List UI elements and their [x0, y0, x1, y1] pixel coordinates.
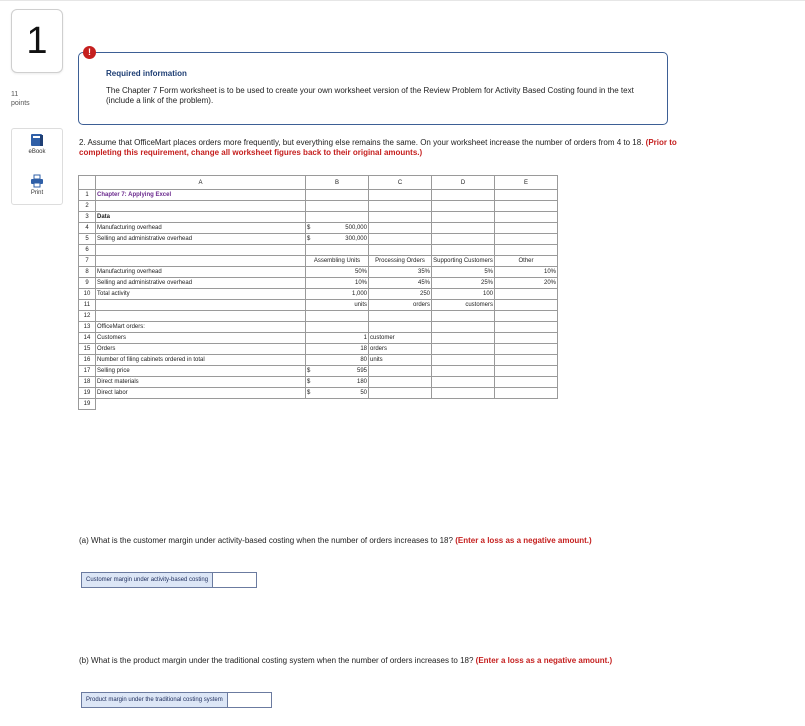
row-number: 13	[79, 322, 96, 333]
cell-c: 250	[369, 289, 432, 300]
cell-a: Direct labor	[96, 388, 306, 399]
cell-d: customers	[432, 300, 495, 311]
cell-c: units	[369, 355, 432, 366]
row-number: 6	[79, 245, 96, 256]
cell-c: 45%	[369, 278, 432, 289]
sheet-row	[79, 212, 558, 223]
currency-sign: $	[307, 225, 311, 231]
column-header: D	[432, 176, 495, 190]
cell-a: Manufacturing overhead	[96, 223, 306, 234]
part-a-answer-label: Customer margin under activity-based costing	[82, 573, 212, 587]
row-number: 2	[79, 201, 96, 212]
row-number: 8	[79, 267, 96, 278]
part-a-answer-row	[81, 572, 257, 588]
row-number: 1	[79, 190, 96, 201]
tools-panel	[11, 128, 63, 205]
cell-a: Direct materials	[96, 377, 306, 388]
question-emphasis: (Prior to completing this requirement, change all worksheet figures back to their original amounts.)	[79, 138, 677, 157]
cell-b: 18	[306, 344, 369, 355]
question-number-box	[11, 9, 63, 73]
points-info	[11, 90, 30, 108]
cell-b	[306, 388, 369, 399]
sheet-row	[79, 201, 558, 212]
cell-b: units	[306, 300, 369, 311]
row-number: 15	[79, 344, 96, 355]
corner-cell	[79, 176, 96, 190]
column-header: B	[306, 176, 369, 190]
cell-a: Selling price	[96, 366, 306, 377]
required-info-text: The Chapter 7 Form worksheet is to be used to create your own worksheet version of the Review Problem for Activity Based Costing found in the text (include a link of the problem).	[106, 86, 634, 105]
column-header: A	[96, 176, 306, 190]
cell-b: 80	[306, 355, 369, 366]
row-number: 10	[79, 289, 96, 300]
cell-b: 1,000	[306, 289, 369, 300]
part-a-text: (a) What is the customer margin under activity-based costing when the number of orders increases to 18?	[79, 536, 453, 545]
sheet-row	[79, 245, 558, 256]
points-label: points	[11, 100, 30, 107]
alert-icon: !	[83, 46, 96, 59]
print-button[interactable]	[12, 174, 62, 196]
cell-c: orders	[369, 344, 432, 355]
part-b-text: (b) What is the product margin under the traditional costing system when the number of orders increases to 18?	[79, 656, 474, 665]
points-value: 11	[11, 91, 19, 98]
cell-b: 1	[306, 333, 369, 344]
cell-b	[306, 223, 369, 234]
cell-a: Manufacturing overhead	[96, 267, 306, 278]
print-icon	[30, 174, 44, 188]
sheet-row	[79, 267, 558, 278]
cell-d: 25%	[432, 278, 495, 289]
row-number: 7	[79, 256, 96, 267]
question-text	[79, 138, 689, 158]
row-number: 17	[79, 366, 96, 377]
cell-value: 50	[360, 390, 367, 396]
sheet-row	[79, 333, 558, 344]
ebook-label: eBook	[28, 149, 46, 155]
sheet-row	[79, 344, 558, 355]
part-b-question	[79, 656, 679, 666]
currency-sign: $	[307, 379, 311, 385]
row-number: 14	[79, 333, 96, 344]
cell-value: 180	[356, 379, 367, 385]
currency-sign: $	[307, 236, 311, 242]
cell-value: 500,000	[345, 225, 367, 231]
row-number: 12	[79, 311, 96, 322]
cell-b	[306, 234, 369, 245]
sheet-row	[79, 278, 558, 289]
part-b-answer-label: Product margin under the traditional costing system	[82, 693, 227, 707]
worksheet	[78, 175, 558, 410]
sheet-row	[79, 355, 558, 366]
cell-b: Assembling Units	[306, 256, 369, 267]
row-number: 9	[79, 278, 96, 289]
cell-b: 50%	[306, 267, 369, 278]
worksheet-table	[78, 175, 558, 410]
row-number: 5	[79, 234, 96, 245]
cell-a: Selling and administrative overhead	[96, 278, 306, 289]
required-info-panel	[78, 52, 668, 125]
cell-a: Number of filing cabinets ordered in total	[96, 355, 306, 366]
question-main: 2. Assume that OfficeMart places orders more frequently, but everything else remains the same. On your worksheet increase the number of orders from 4 to 18.	[79, 138, 644, 147]
cell-e: 10%	[495, 267, 558, 278]
sheet-title: Chapter 7: Applying Excel	[96, 190, 306, 201]
cell-d: 100	[432, 289, 495, 300]
cell-value: 300,000	[345, 236, 367, 242]
cell-b	[306, 366, 369, 377]
row-number: 4	[79, 223, 96, 234]
cell-c: orders	[369, 300, 432, 311]
sheet-row	[79, 399, 558, 410]
cell-b: 10%	[306, 278, 369, 289]
sheet-row	[79, 377, 558, 388]
sheet-row	[79, 234, 558, 245]
sheet-row	[79, 311, 558, 322]
column-header: C	[369, 176, 432, 190]
sheet-row	[79, 256, 558, 267]
top-divider	[0, 0, 805, 1]
sheet-row	[79, 289, 558, 300]
required-info-title: Required information	[106, 69, 187, 78]
row-number: 18	[79, 377, 96, 388]
part-a-question	[79, 536, 679, 546]
sheet-row	[79, 366, 558, 377]
sheet-row	[79, 322, 558, 333]
cell-c: Processing Orders	[369, 256, 432, 267]
cell-a: Customers	[96, 333, 306, 344]
product-margin-input[interactable]	[227, 693, 271, 707]
part-b-answer-row	[81, 692, 272, 708]
row-number: 11	[79, 300, 96, 311]
row-number: 19	[79, 388, 96, 399]
sheet-row	[79, 388, 558, 399]
cell-d: Supporting Customers	[432, 256, 495, 267]
sheet-row	[79, 223, 558, 234]
column-header-row	[79, 176, 558, 190]
print-label: Print	[30, 190, 44, 196]
cell-value: 595	[356, 368, 367, 374]
cell-a: OfficeMart orders:	[96, 322, 306, 333]
row-number: 19	[79, 399, 96, 410]
part-b-emphasis: (Enter a loss as a negative amount.)	[475, 656, 613, 665]
part-a-emphasis: (Enter a loss as a negative amount.)	[455, 536, 592, 545]
cell-a: Orders	[96, 344, 306, 355]
cell-e: Other	[495, 256, 558, 267]
cell-a: Selling and administrative overhead	[96, 234, 306, 245]
cell-b	[306, 377, 369, 388]
customer-margin-input[interactable]	[212, 573, 256, 587]
sheet-row	[79, 190, 558, 201]
row-number: 3	[79, 212, 96, 223]
cell-e: 20%	[495, 278, 558, 289]
sheet-row	[79, 300, 558, 311]
cell-a: Total activity	[96, 289, 306, 300]
cell-c: 35%	[369, 267, 432, 278]
ebook-icon	[30, 133, 44, 147]
cell-d: 5%	[432, 267, 495, 278]
cell-c: customer	[369, 333, 432, 344]
column-header: E	[495, 176, 558, 190]
ebook-button[interactable]	[12, 133, 62, 155]
currency-sign: $	[307, 390, 311, 396]
cell-a: Data	[96, 212, 306, 223]
row-number: 16	[79, 355, 96, 366]
question-number: 1	[26, 19, 48, 62]
currency-sign: $	[307, 368, 311, 374]
